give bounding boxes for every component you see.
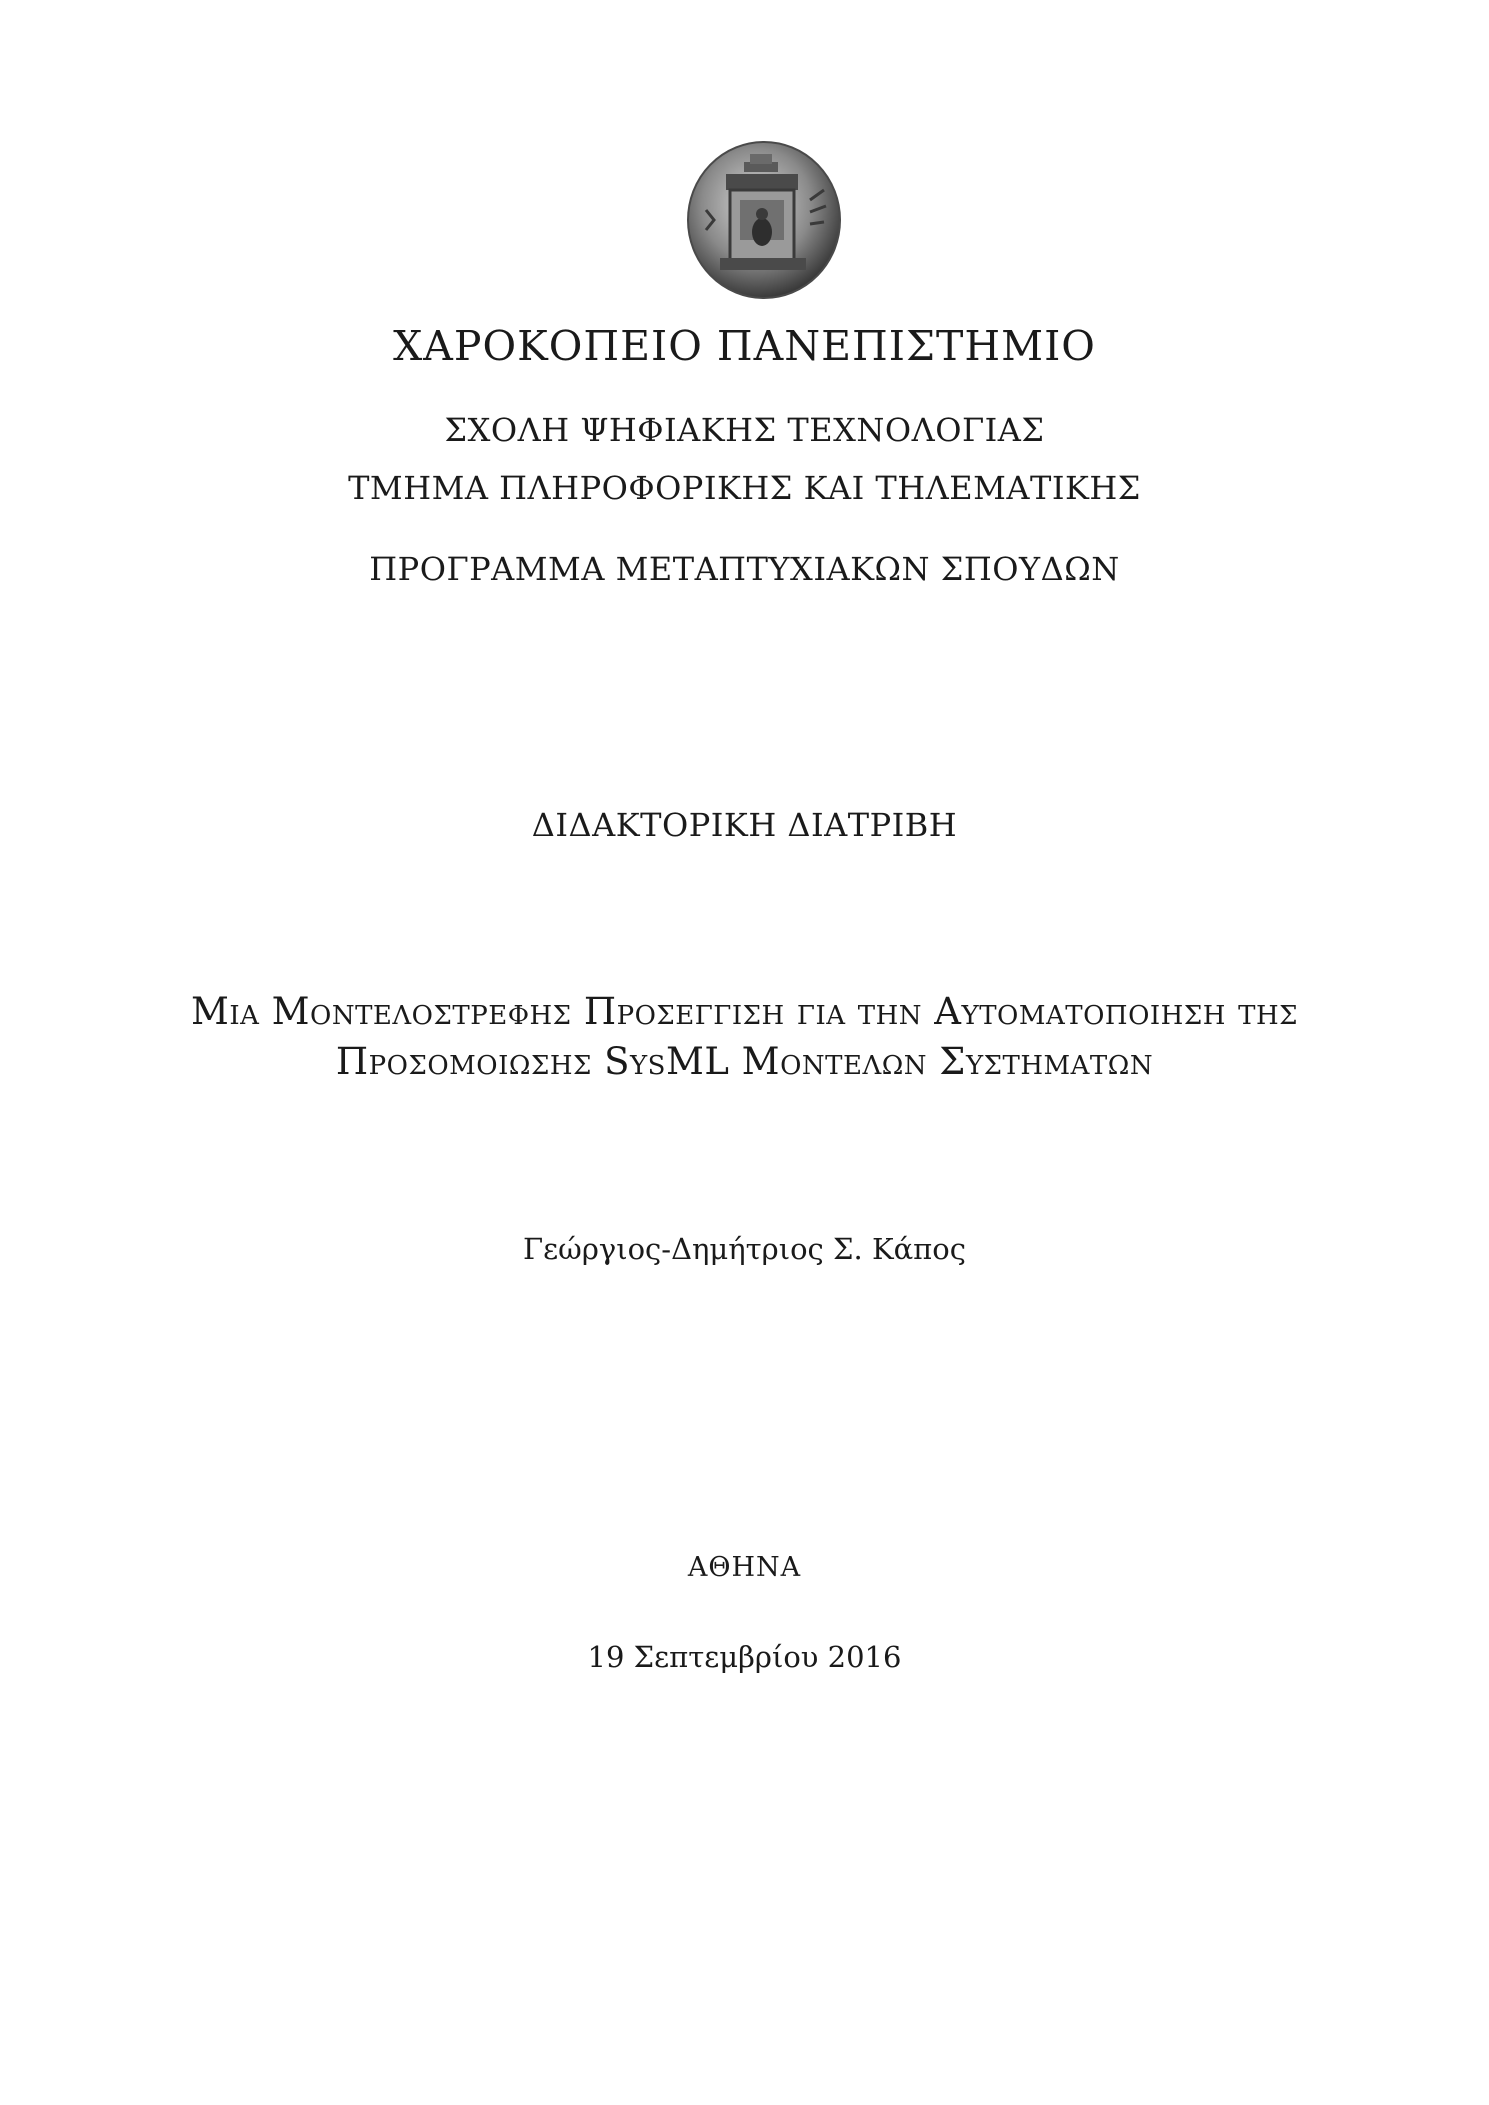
thesis-title-line-2: Προσομοιωσης SysML Μοντελων Συστηματων — [335, 1040, 1154, 1083]
author-name: Γεώργιος-Δημήτριος Σ. Κάπος — [523, 1232, 966, 1266]
city: ΑΘΗΝΑ — [687, 1552, 802, 1583]
program-name: ΠΡΟΓΡΑΜΜΑ ΜΕΤΑΠΤΥΧΙΑΚΩΝ ΣΠΟΥΔΩΝ — [369, 550, 1120, 588]
document-type: ΔΙΔΑΚΤΟΡΙΚΗ ΔΙΑΤΡΙΒΗ — [531, 806, 958, 844]
school-name: ΣΧΟΛΗ ΨΗΦΙΑΚΗΣ ΤΕΧΝΟΛΟΓΙΑΣ — [444, 411, 1045, 449]
department-name: ΤΜΗΜΑ ΠΛΗΡΟΦΟΡΙΚΗΣ ΚΑΙ ΤΗΛΕΜΑΤΙΚΗΣ — [348, 469, 1141, 507]
university-seal-icon — [684, 140, 844, 300]
date: 19 Σεπτεμβρίου 2016 — [587, 1640, 902, 1674]
university-name: ΧΑΡΟΚΟΠΕΙΟ ΠΑΝΕΠΙΣΤΗΜΙΟ — [393, 322, 1096, 370]
thesis-title-line-1: Μια Μοντελοστρεφης Προσεγγιση για την Αυτοματοποιηση της — [190, 990, 1299, 1033]
